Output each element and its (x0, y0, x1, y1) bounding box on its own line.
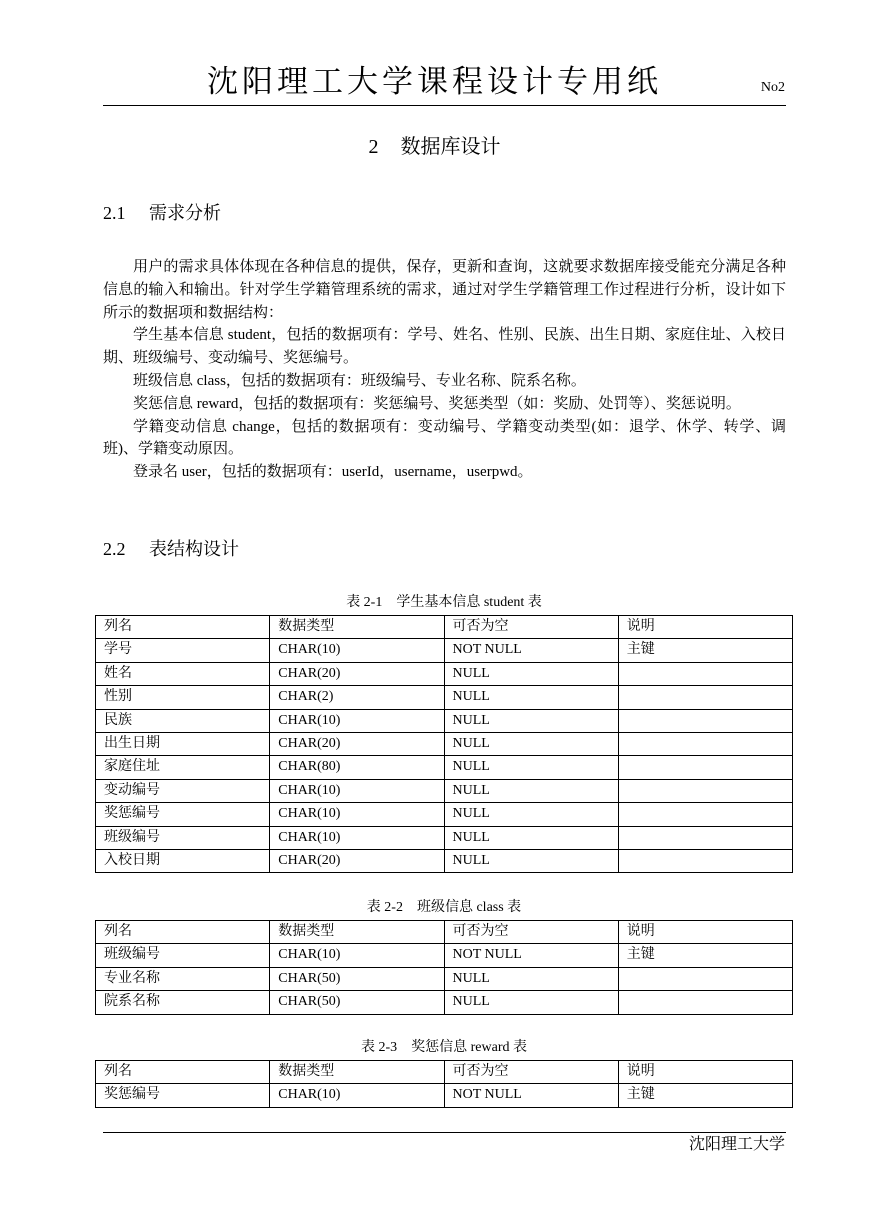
paragraph: 班级信息 class，包括的数据项有：班级编号、专业名称、院系名称。 (133, 372, 586, 389)
table-cell: 学号 (96, 639, 270, 662)
table-row (96, 803, 793, 826)
table-row (96, 944, 793, 967)
table-cell: CHAR(20) (270, 662, 444, 685)
table-cell: 主键 (618, 1084, 792, 1107)
table-cell: NULL (444, 733, 618, 756)
table-caption (95, 593, 793, 613)
table-row (96, 709, 793, 732)
table-cell: 列名 (96, 616, 270, 639)
table-cell: CHAR(50) (270, 967, 444, 990)
table-cell (618, 967, 792, 990)
footer-university: 沈阳理工大学 (688, 1136, 785, 1153)
table-cell: 可否为空 (444, 1061, 618, 1084)
table-cell (618, 803, 792, 826)
table-cell: 数据类型 (270, 1061, 444, 1084)
table-cell: CHAR(50) (270, 991, 444, 1014)
section-heading-2-1 (103, 200, 221, 226)
chapter-number: 2 (368, 136, 379, 158)
table-caption-text: 班级信息 class 表 (416, 900, 522, 915)
table-cell: CHAR(10) (270, 944, 444, 967)
section-title: 表结构设计 (149, 539, 239, 559)
header-rule (103, 105, 786, 106)
section-title: 需求分析 (149, 203, 221, 223)
table-cell (618, 826, 792, 849)
table-cell (618, 733, 792, 756)
table-cell: 民族 (96, 709, 270, 732)
table-cell: 说明 (618, 1061, 792, 1084)
table-cell: NULL (444, 803, 618, 826)
table-cell (618, 779, 792, 802)
footer-rule (103, 1132, 786, 1133)
table-cell: CHAR(10) (270, 779, 444, 802)
table-cell: NOT NULL (444, 944, 618, 967)
table-cell: NOT NULL (444, 639, 618, 662)
table-cell: CHAR(10) (270, 709, 444, 732)
table-cell (618, 686, 792, 709)
requirements-text (103, 256, 786, 484)
chapter-heading (0, 133, 869, 161)
table-cell (618, 662, 792, 685)
table-cell: 数据类型 (270, 616, 444, 639)
table-cell: NULL (444, 991, 618, 1014)
table-cell: 说明 (618, 616, 792, 639)
table-cell: 主键 (618, 639, 792, 662)
table-cell (618, 991, 792, 1014)
table-row (96, 686, 793, 709)
table-row (96, 779, 793, 802)
chapter-title: 数据库设计 (400, 136, 501, 158)
table-cell: 入校日期 (96, 850, 270, 873)
table-cell: CHAR(20) (270, 850, 444, 873)
table-cell: NULL (444, 850, 618, 873)
paragraph: 学生基本信息 student，包括的数据项有：学号、姓名、性别、民族、出生日期、家庭住址、入校日期、班级编号、变动编号、奖惩编号。 (103, 327, 786, 367)
paragraph: 用户的需求具体体现在各种信息的提供，保存，更新和查询，这就要求数据库接受能充分满足各种信息的输入和输出。针对学生学籍管理系统的需求，通过对学生学籍管理工作过程进行分析，设计如下所示的数据项和数据结构： (103, 259, 786, 321)
table-caption (95, 898, 793, 918)
table-cell: 家庭住址 (96, 756, 270, 779)
table-row (96, 733, 793, 756)
table-cell: CHAR(80) (270, 756, 444, 779)
table-cell: NULL (444, 756, 618, 779)
table-row (96, 756, 793, 779)
table-cell: 专业名称 (96, 967, 270, 990)
table-cell: CHAR(10) (270, 639, 444, 662)
table-cell: 列名 (96, 1061, 270, 1084)
table-cell (618, 709, 792, 732)
table-header-row (96, 1061, 793, 1084)
table-cell: NULL (444, 709, 618, 732)
table-cell: CHAR(2) (270, 686, 444, 709)
class-table (95, 920, 793, 1015)
table-cell: 奖惩编号 (96, 1084, 270, 1107)
table-row (96, 967, 793, 990)
table-cell (618, 756, 792, 779)
table-cell: NULL (444, 686, 618, 709)
table-row (96, 991, 793, 1014)
table-caption-number: 表 2-2 (366, 900, 403, 915)
paragraph: 学籍变动信息 change，包括的数据项有：变动编号、学籍变动类型(如：退学、休学、转学、调班)、学籍变动原因。 (103, 418, 786, 458)
table-header-row (96, 616, 793, 639)
paragraph: 登录名 user，包括的数据项有：userId，username，userpwd。 (133, 464, 533, 481)
table-cell: 出生日期 (96, 733, 270, 756)
student-table (95, 615, 793, 873)
table-cell: CHAR(20) (270, 733, 444, 756)
table-caption-text: 奖惩信息 reward 表 (411, 1040, 528, 1055)
table-cell: 院系名称 (96, 991, 270, 1014)
page-number: No2 (760, 80, 785, 95)
table-caption (95, 1038, 793, 1058)
table-caption-text: 学生基本信息 student 表 (396, 595, 542, 610)
table-cell: 性别 (96, 686, 270, 709)
table-cell: 可否为空 (444, 616, 618, 639)
table-cell: NULL (444, 967, 618, 990)
section-heading-2-2 (103, 536, 239, 562)
table-row (96, 850, 793, 873)
section-number: 2.1 (103, 203, 126, 223)
table-cell: 可否为空 (444, 921, 618, 944)
table-cell: 列名 (96, 921, 270, 944)
page-header-title: 沈阳理工大学课程设计专用纸 (207, 64, 662, 100)
table-cell: CHAR(10) (270, 1084, 444, 1107)
table-cell: NULL (444, 779, 618, 802)
table-row (96, 1084, 793, 1107)
table-cell: 奖惩编号 (96, 803, 270, 826)
table-cell: CHAR(10) (270, 826, 444, 849)
table-cell: 说明 (618, 921, 792, 944)
table-cell: NOT NULL (444, 1084, 618, 1107)
table-header-row (96, 921, 793, 944)
reward-table (95, 1060, 793, 1108)
table-caption-number: 表 2-3 (360, 1040, 398, 1055)
table-cell: 班级编号 (96, 944, 270, 967)
table-cell: 班级编号 (96, 826, 270, 849)
table-cell: 变动编号 (96, 779, 270, 802)
table-cell: 主键 (618, 944, 792, 967)
table-caption-number: 表 2-1 (346, 595, 383, 610)
table-cell (618, 850, 792, 873)
table-row (96, 639, 793, 662)
section-number: 2.2 (103, 539, 126, 559)
paragraph: 奖惩信息 reward，包括的数据项有：奖惩编号、奖惩类型（如：奖励、处罚等）、奖惩说明。 (133, 395, 741, 412)
table-cell: CHAR(10) (270, 803, 444, 826)
table-cell: 数据类型 (270, 921, 444, 944)
table-row (96, 826, 793, 849)
table-cell: NULL (444, 662, 618, 685)
table-row (96, 662, 793, 685)
table-cell: 姓名 (96, 662, 270, 685)
table-cell: NULL (444, 826, 618, 849)
